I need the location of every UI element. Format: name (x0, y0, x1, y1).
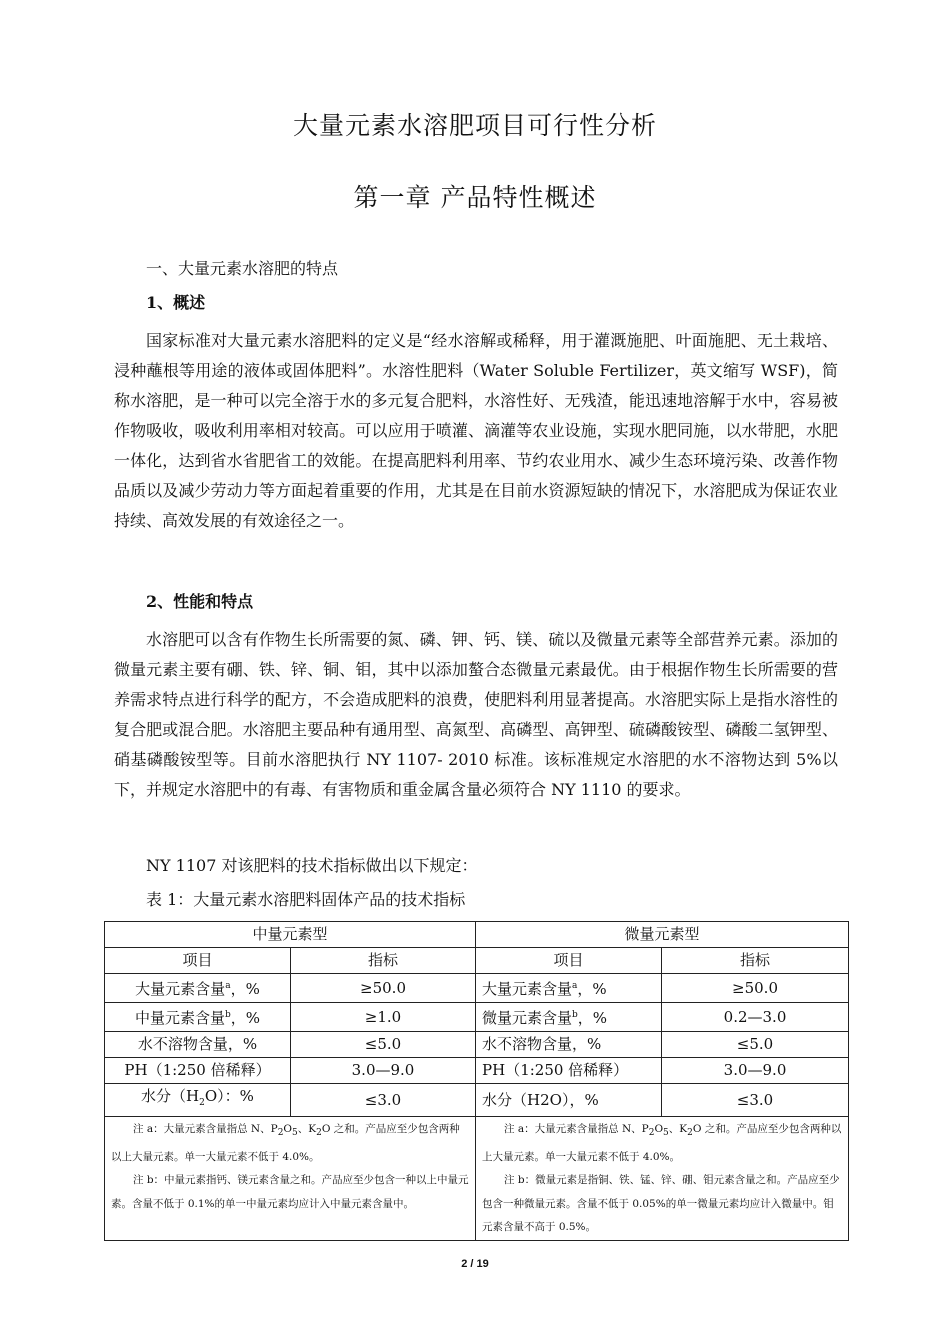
note-a: 注 a：大量元素含量指总 N、$P_2O_5$、$K_2O$ 之和。产品应至少包含两种以上大量元素。单一大量元素不低于 4.0%。 (111, 1123, 460, 1163)
paragraph-features: 水溶肥可以含有作物生长所需要的氮、磷、钾、钙、镁、硫以及微量元素等全部营养元素。添加的微量元素主要有硼、铁、锌、铜、钼，其中以添加螯合态微量元素最优。由于根据作物生长所需要的营养需求特点进行科学的配方，不会造成肥料的浪费，使肥料利用显著提高。水溶肥实际上是指水溶性的复合肥或混合肥。水溶肥主要品种有通用型、高氮型、高磷型、高钾型、硫磷酸铵型、磷酸二氢钾型、硝基磷酸铵型等。目前水溶肥执行 NY 1107- 2010 标准。该标准规定水溶肥的水不溶物达到 5%以下，并规定水溶肥中的有毒、有害物质和重金属含量必须符合 NY 1110 的要求。 (114, 630, 838, 799)
notes-micro (476, 1117, 849, 1241)
group-header-micro: 微量元素型 (476, 922, 849, 948)
document-title: 大量元素水溶肥项目可行性分析 (292, 111, 657, 140)
subsection-heading-overview: 1、概述 (146, 293, 206, 312)
table-cell-value: ≤5.0 (291, 1032, 476, 1058)
table-cell-item: 中量元素含量$^b$，% (105, 1003, 291, 1032)
table-cell-item: 水分$(H_2O)$：% (105, 1084, 291, 1117)
table-cell-value: 3.0—9.0 (662, 1058, 849, 1084)
col-header-value: 指标 (662, 948, 849, 974)
table-cell-value: 0.2—3.0 (662, 1003, 849, 1032)
paragraph-standard: NY 1107 对该肥料的技术指标做出以下规定： (146, 856, 478, 875)
table-cell-item: 水分（H2O），% (476, 1084, 662, 1117)
table-cell-value: ≥50.0 (291, 974, 476, 1003)
col-header-item: 项目 (105, 948, 291, 974)
col-header-value: 指标 (291, 948, 476, 974)
chapter-title: 第一章 产品特性概述 (353, 183, 597, 212)
table-cell-item: PH（1:250 倍稀释） (105, 1058, 291, 1084)
section-heading: 一、大量元素水溶肥的特点 (146, 259, 339, 278)
table-cell-item: 微量元素含量$^b$，% (476, 1003, 662, 1032)
paragraph-overview: 国家标准对大量元素水溶肥料的定义是“经水溶解或稀释，用于灌溉施肥、叶面施肥、无土栽培、浸种蘸根等用途的液体或固体肥料”。水溶性肥料（Water Soluble Fertilizer，英文缩写 WSF)，简称水溶肥，是一种可以完全溶于水的多元复合肥料，水溶性好、无残渣，能迅速地溶解于水中，容易被作物吸收，吸收利用率相对较高。可以应用于喷灌、滴灌等农业设施，实现水肥同施，以水带肥，水肥一体化，达到省水省肥省工的效能。在提高肥料利用率、节约农业用水、减少生态环境污染、改善作物品质以及减少劳动力等方面起着重要的作用，尤其是在目前水资源短缺的情况下，水溶肥成为保证农业持续、高效发展的有效途径之一。 (114, 331, 838, 530)
note-a: 注 a：大量元素含量指总 N、$P_2O_5$、$K_2O$ 之和。产品应至少包含两种以上大量元素。单一大量元素不低于 4.0%。 (482, 1123, 842, 1163)
table-cell-value: ≤5.0 (662, 1032, 849, 1058)
table-group-header-row (105, 922, 849, 948)
group-header-medium: 中量元素型 (105, 922, 476, 948)
table-cell-item: 水不溶物含量，% (105, 1032, 291, 1058)
table-column-header-row (105, 948, 849, 974)
table-cell-value: ≥50.0 (662, 974, 849, 1003)
subsection-heading-features: 2、性能和特点 (146, 592, 254, 611)
table-cell-item: PH（1:250 倍稀释） (476, 1058, 662, 1084)
table-cell-item: 大量元素含量$^a$，% (476, 974, 662, 1003)
page-number: 2 / 19 (461, 1258, 489, 1270)
table-cell-value: ≥1.0 (291, 1003, 476, 1032)
table-cell-value: 3.0—9.0 (291, 1058, 476, 1084)
spec-table (104, 921, 849, 1241)
table-cell-value: ≤3.0 (291, 1084, 476, 1117)
table-cell-item: 大量元素含量$^a$，% (105, 974, 291, 1003)
table-row (105, 974, 849, 1003)
table-notes-row (105, 1117, 849, 1241)
note-b: 注 b：微量元素是指铜、铁、锰、锌、硼、钼元素含量之和。产品应至少包含一种微量元素。含量不低于 0.05%的单一微量元素均应计入微量中。钼元素含量不高于 0.5%。 (482, 1174, 840, 1234)
notes-medium (105, 1117, 476, 1241)
table-caption: 表 1：大量元素水溶肥料固体产品的技术指标 (146, 890, 466, 909)
table-row (105, 1058, 849, 1084)
table-row (105, 1032, 849, 1058)
table-row (105, 1003, 849, 1032)
table-cell-item: 水不溶物含量，% (476, 1032, 662, 1058)
table-row (105, 1084, 849, 1117)
table-cell-value: ≤3.0 (662, 1084, 849, 1117)
col-header-item: 项目 (476, 948, 662, 974)
note-b: 注 b：中量元素指钙、镁元素含量之和。产品应至少包含一种以上中量元素。含量不低于 0.1%的单一中量元素均应计入中量元素含量中。 (111, 1174, 469, 1210)
